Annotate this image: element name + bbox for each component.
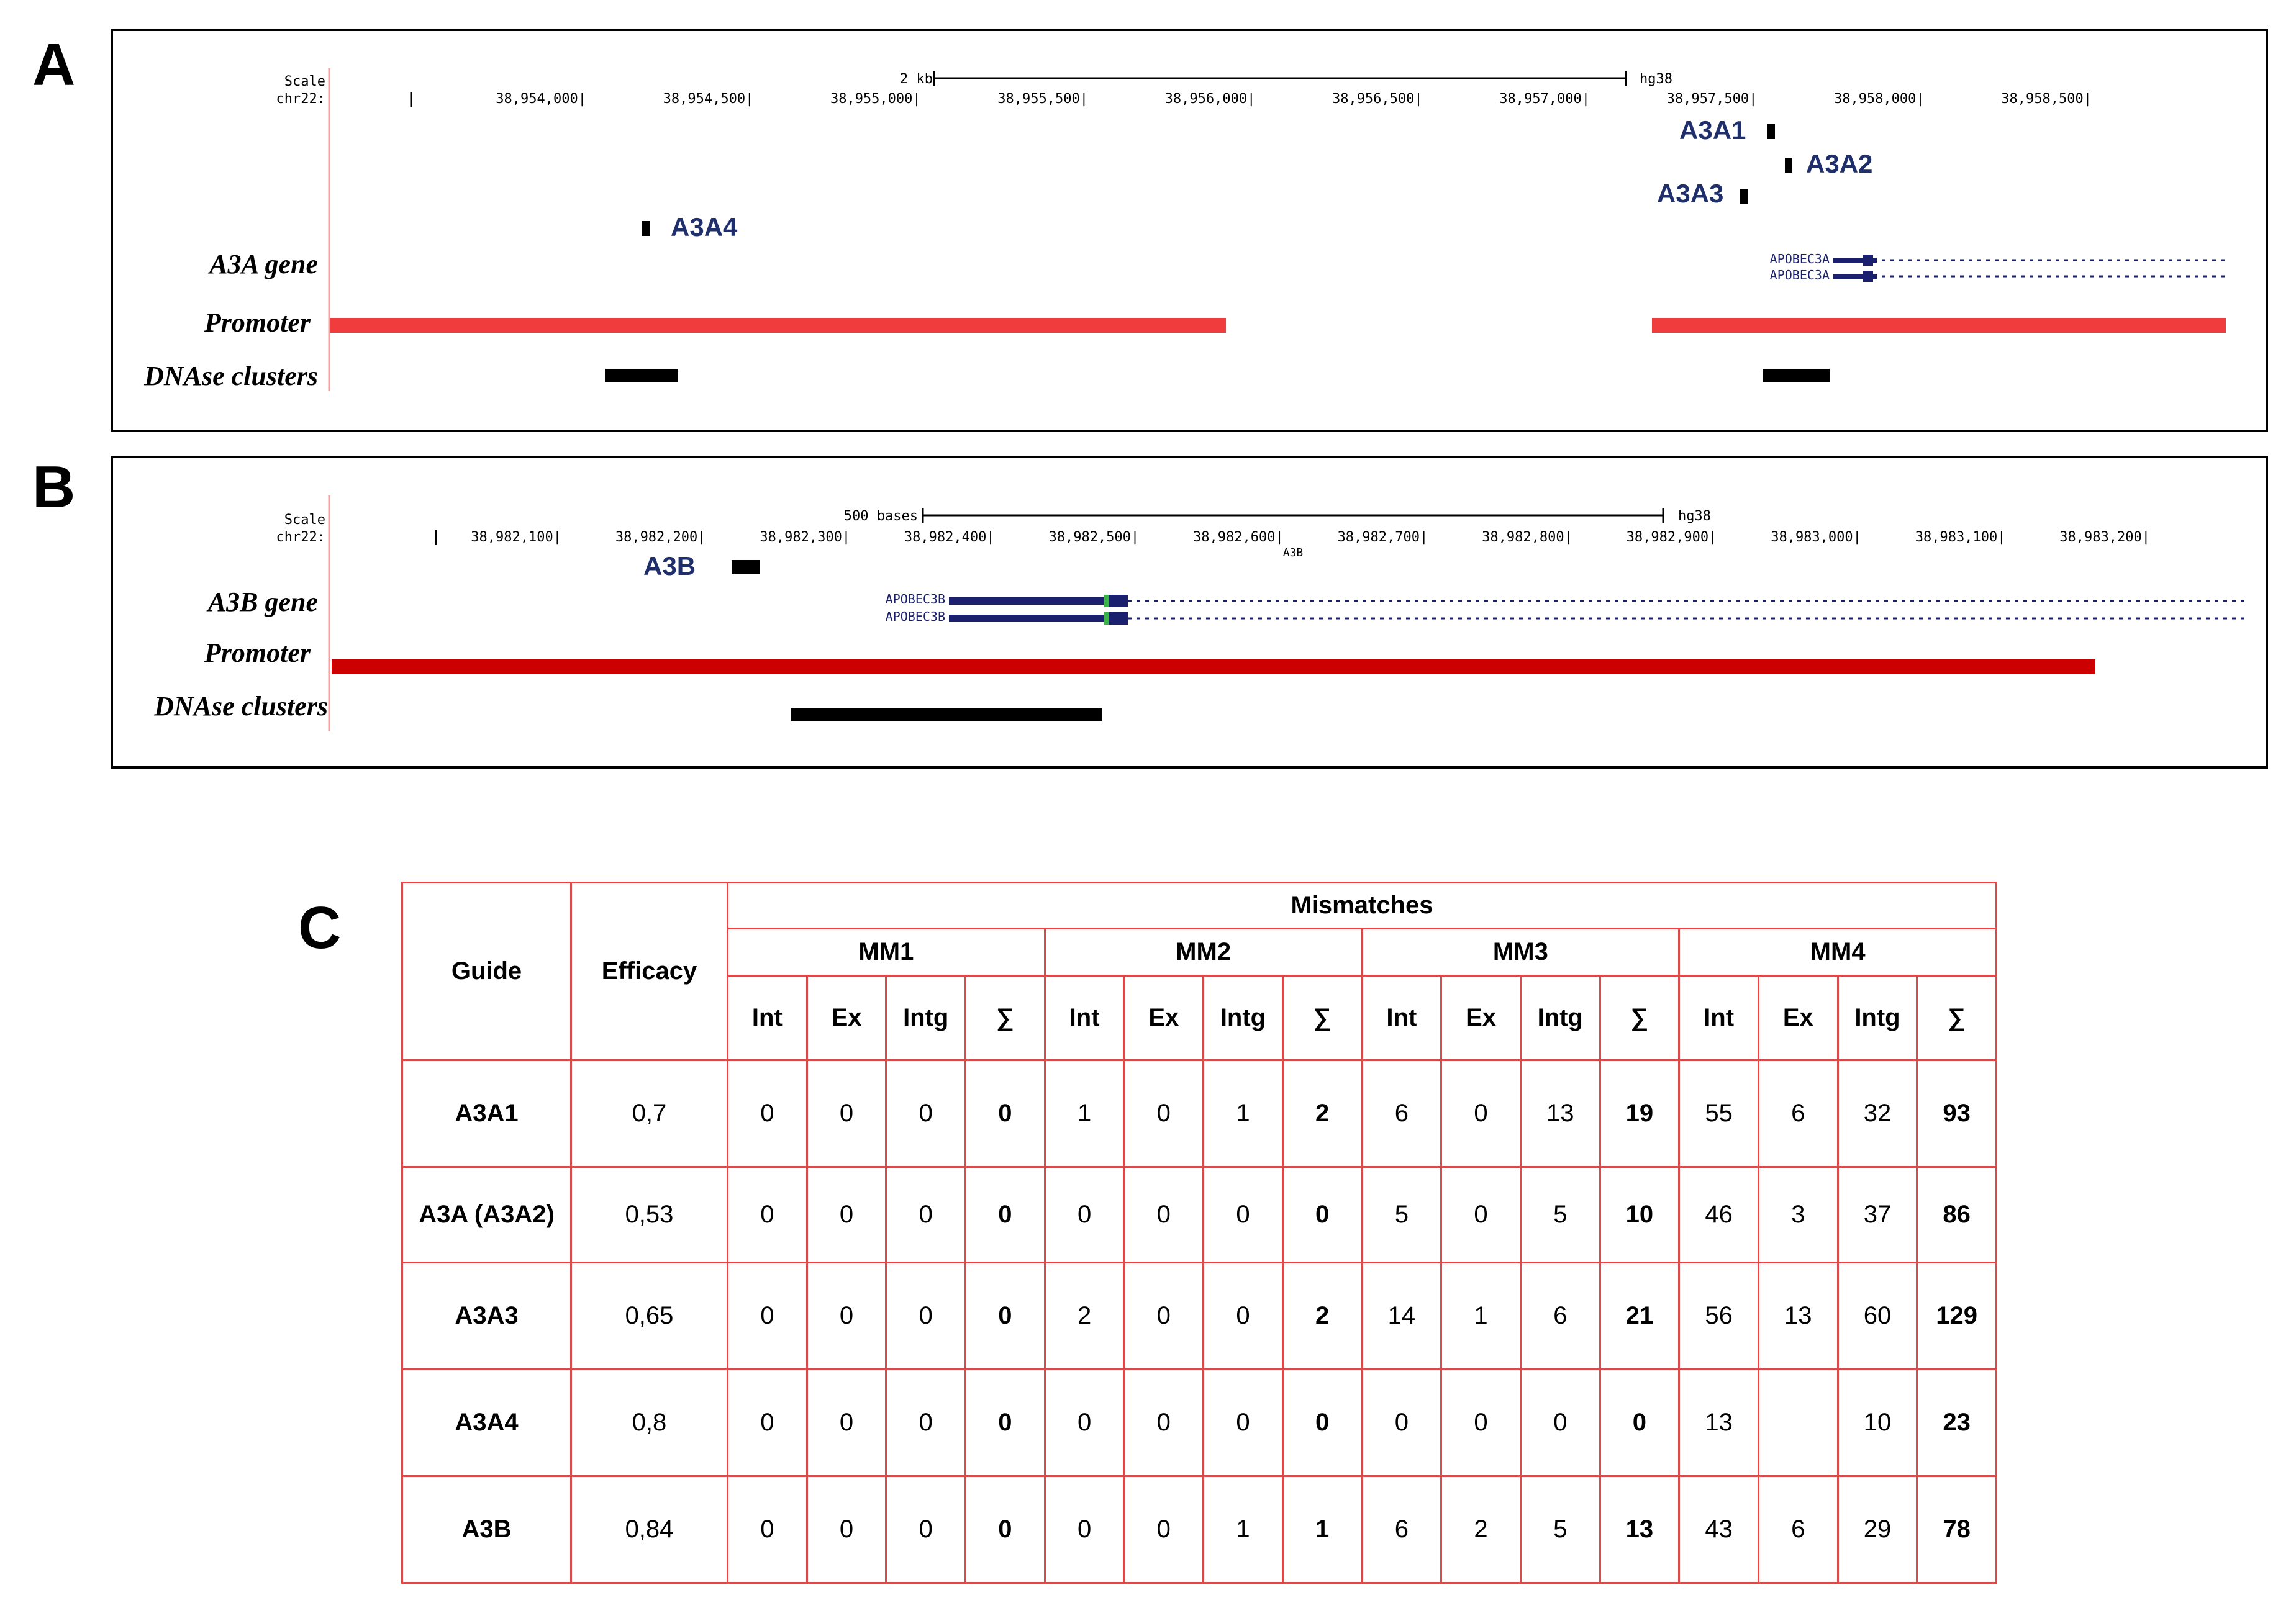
panel-b-chrom-label: chr22: xyxy=(276,530,325,545)
dnase-cluster-a-2 xyxy=(1763,369,1830,382)
cell-sum: 1 xyxy=(1282,1476,1362,1583)
promoter-bar-b xyxy=(332,659,2095,674)
cell-value: 0 xyxy=(886,1476,966,1583)
track-label-b-promoter: Promoter xyxy=(204,638,311,668)
cell-value: 0 xyxy=(807,1060,886,1167)
subheader-mm1-ex: Ex xyxy=(807,976,886,1060)
panel-b-tick-label: 38,983,200| xyxy=(2059,530,2150,545)
guide-mark-a3a3 xyxy=(1740,189,1748,204)
table-row xyxy=(402,1060,1997,1167)
transcript-label-apobec3b-1: APOBEC3B xyxy=(885,592,945,607)
cell-sum: 129 xyxy=(1917,1263,1997,1370)
cell-sum: 10 xyxy=(1600,1167,1679,1263)
cell-efficacy: 0,8 xyxy=(571,1370,728,1476)
panel-b-letter: B xyxy=(32,454,76,520)
cell-value: 0 xyxy=(728,1476,807,1583)
cell-value: 0 xyxy=(1124,1167,1204,1263)
panel-b-tick-label: 38,982,900| xyxy=(1626,530,1717,545)
subheader-mm4-sum: ∑ xyxy=(1917,976,1997,1060)
guide-mark-a3b xyxy=(732,560,760,574)
dnase-cluster-a-1 xyxy=(605,369,678,382)
cell-value: 0 xyxy=(1204,1370,1283,1476)
panel-b-assembly: hg38 xyxy=(1678,508,1711,524)
table-row xyxy=(402,1370,1997,1476)
panel-b-tick-label: 38,982,400| xyxy=(904,530,995,545)
cell-value: 0 xyxy=(886,1370,966,1476)
panel-c-letter: C xyxy=(298,895,342,961)
cell-value: 5 xyxy=(1520,1476,1600,1583)
track-label-a-dnase: DNAse clusters xyxy=(144,361,318,391)
cell-value: 0 xyxy=(1124,1060,1204,1167)
cell-value: 3 xyxy=(1758,1167,1838,1263)
cell-value: 0 xyxy=(886,1167,966,1263)
panel-a-tick-label: 38,957,500| xyxy=(1666,91,1758,107)
transcript-b-exon-marker-1 xyxy=(1104,595,1109,607)
table-row xyxy=(402,1167,1997,1263)
transcript-b-utr-2 xyxy=(949,615,1104,622)
cell-value: 0 xyxy=(1045,1167,1124,1263)
guide-label-a3a3: A3A3 xyxy=(1657,179,1724,208)
panel-a-letter: A xyxy=(32,32,76,98)
cell-value: 0 xyxy=(1045,1370,1124,1476)
guide-label-a3b: A3B xyxy=(643,551,696,581)
cell-sum: 0 xyxy=(966,1060,1045,1167)
cell-value: 0 xyxy=(1520,1370,1600,1476)
cell-value: 0 xyxy=(728,1060,807,1167)
guide-mark-a3a1 xyxy=(1767,124,1775,139)
cell-value: 37 xyxy=(1838,1167,1917,1263)
transcript-exon-2 xyxy=(1863,271,1873,282)
panel-a-tick-label: 38,954,000| xyxy=(496,91,586,107)
table-body xyxy=(402,1060,1997,1583)
track-label-a-promoter: Promoter xyxy=(204,307,311,338)
cell-value: 6 xyxy=(1758,1060,1838,1167)
subheader-mm4-int: Int xyxy=(1679,976,1759,1060)
panel-a-tick-label: 38,957,000| xyxy=(1499,91,1590,107)
cell-guide: A3A1 xyxy=(402,1060,571,1167)
cell-value: 5 xyxy=(1362,1167,1441,1263)
track-label-a3a-gene: A3A gene xyxy=(209,249,318,279)
cell-value xyxy=(1758,1370,1838,1476)
guide-label-a3a1: A3A1 xyxy=(1679,115,1746,145)
panel-a-tick-label: 38,956,000| xyxy=(1164,91,1256,107)
cell-value: 10 xyxy=(1838,1370,1917,1476)
panel-a-tick-label: 38,956,500| xyxy=(1332,91,1423,107)
mismatch-table xyxy=(401,882,1997,1584)
panel-b-tick-label: 38,982,800| xyxy=(1482,530,1572,545)
cell-value: 0 xyxy=(807,1167,886,1263)
cell-value: 1 xyxy=(1204,1060,1283,1167)
cell-value: 14 xyxy=(1362,1263,1441,1370)
subheader-mm3-sum: ∑ xyxy=(1600,976,1679,1060)
panel-b-tick-label: 38,983,100| xyxy=(1915,530,2006,545)
transcript-label-apobec3a-2: APOBEC3A xyxy=(1769,268,1830,282)
cell-value: 0 xyxy=(807,1263,886,1370)
dnase-cluster-b xyxy=(791,708,1102,721)
cell-value: 0 xyxy=(1124,1370,1204,1476)
cell-value: 0 xyxy=(1441,1167,1521,1263)
cell-sum: 0 xyxy=(966,1263,1045,1370)
cell-sum: 21 xyxy=(1600,1263,1679,1370)
cell-guide: A3B xyxy=(402,1476,571,1583)
cell-value: 13 xyxy=(1520,1060,1600,1167)
transcript-label-apobec3a-1: APOBEC3A xyxy=(1769,251,1830,266)
cell-value: 0 xyxy=(807,1476,886,1583)
cell-sum: 2 xyxy=(1282,1060,1362,1167)
subheader-mm3-int: Int xyxy=(1362,976,1441,1060)
cell-value: 0 xyxy=(728,1370,807,1476)
cell-value: 1 xyxy=(1441,1263,1521,1370)
panel-b-tick-label: 38,982,600| xyxy=(1193,530,1284,545)
panel-a-tick-label: 38,958,000| xyxy=(1833,91,1925,107)
cell-value: 0 xyxy=(728,1263,807,1370)
cell-value: 0 xyxy=(728,1167,807,1263)
cell-value: 29 xyxy=(1838,1476,1917,1583)
cell-value: 0 xyxy=(1204,1167,1283,1263)
cell-value: 0 xyxy=(1362,1370,1441,1476)
cell-value: 1 xyxy=(1045,1060,1124,1167)
cell-value: 0 xyxy=(1204,1263,1283,1370)
panel-a-scale-bar-label: 2 kb xyxy=(900,71,933,87)
panel-b-tick-label: 38,983,000| xyxy=(1771,530,1861,545)
transcript-exon-1 xyxy=(1863,255,1873,266)
cell-value: 56 xyxy=(1679,1263,1759,1370)
guide-mark-a3a4 xyxy=(642,221,650,236)
panel-a-chrom-label: chr22: xyxy=(276,91,325,107)
cell-value: 0 xyxy=(1124,1263,1204,1370)
cell-efficacy: 0,53 xyxy=(571,1167,728,1263)
subheader-mm1-int: Int xyxy=(728,976,807,1060)
transcript-b-utr-1 xyxy=(949,597,1104,605)
subheader-mm1-sum: ∑ xyxy=(966,976,1045,1060)
transcript-label-apobec3b-2: APOBEC3B xyxy=(885,609,945,624)
guide-label-a3a4: A3A4 xyxy=(671,212,738,242)
subheader-mm1-intg: Intg xyxy=(886,976,966,1060)
panel-a-assembly: hg38 xyxy=(1640,71,1672,87)
panel-a-tick-label: 38,955,500| xyxy=(997,91,1088,107)
panel-a-ticks xyxy=(496,91,2092,107)
panel-b-tick-label: 38,982,100| xyxy=(471,530,561,545)
panel-b-tick-label: 38,982,500| xyxy=(1048,530,1140,545)
cell-value: 13 xyxy=(1679,1370,1759,1476)
panel-b-scale-label: Scale xyxy=(284,512,325,528)
cell-value: 60 xyxy=(1838,1263,1917,1370)
cell-sum: 0 xyxy=(966,1476,1045,1583)
panel-b-ticks xyxy=(471,530,2150,545)
panel-b-scale-bar-label: 500 bases xyxy=(843,508,918,524)
cell-efficacy: 0,84 xyxy=(571,1476,728,1583)
cell-value: 6 xyxy=(1520,1263,1600,1370)
table-row xyxy=(402,1476,1997,1583)
cell-value: 0 xyxy=(1124,1476,1204,1583)
cell-value: 43 xyxy=(1679,1476,1759,1583)
cell-guide: A3A4 xyxy=(402,1370,571,1476)
cell-sum: 0 xyxy=(1282,1370,1362,1476)
panel-b-tick-label: 38,982,200| xyxy=(615,530,706,545)
subheader-mm3-ex: Ex xyxy=(1441,976,1521,1060)
cell-value: 13 xyxy=(1758,1263,1838,1370)
subheader-mm4-ex: Ex xyxy=(1758,976,1838,1060)
panel-b-sub-tick-label: A3B xyxy=(1282,546,1304,559)
cell-guide: A3A (A3A2) xyxy=(402,1167,571,1263)
cell-value: 6 xyxy=(1362,1060,1441,1167)
header-mm4: MM4 xyxy=(1679,929,1997,976)
cell-sum: 23 xyxy=(1917,1370,1997,1476)
header-mismatches: Mismatches xyxy=(728,883,1997,929)
header-guide: Guide xyxy=(402,883,571,1060)
header-efficacy: Efficacy xyxy=(571,883,728,1060)
table-row xyxy=(402,1263,1997,1370)
cell-value: 55 xyxy=(1679,1060,1759,1167)
guide-label-a3a2: A3A2 xyxy=(1806,149,1873,178)
cell-value: 0 xyxy=(886,1263,966,1370)
cell-sum: 0 xyxy=(1600,1370,1679,1476)
panel-b-svg xyxy=(113,458,2266,766)
cell-sum: 19 xyxy=(1600,1060,1679,1167)
cell-value: 32 xyxy=(1838,1060,1917,1167)
cell-value: 6 xyxy=(1362,1476,1441,1583)
subheader-mm2-sum: ∑ xyxy=(1282,976,1362,1060)
cell-sum: 0 xyxy=(966,1370,1045,1476)
track-label-b-dnase: DNAse clusters xyxy=(154,691,328,721)
cell-value: 2 xyxy=(1441,1476,1521,1583)
guide-mark-a3a2 xyxy=(1785,158,1792,173)
cell-sum: 0 xyxy=(966,1167,1045,1263)
cell-value: 46 xyxy=(1679,1167,1759,1263)
header-mm1: MM1 xyxy=(728,929,1045,976)
cell-value: 2 xyxy=(1045,1263,1124,1370)
panel-a-scale-label: Scale xyxy=(284,74,325,89)
cell-sum: 78 xyxy=(1917,1476,1997,1583)
promoter-bar-a-left xyxy=(330,318,1226,333)
cell-efficacy: 0,65 xyxy=(571,1263,728,1370)
cell-value: 0 xyxy=(886,1060,966,1167)
cell-value: 5 xyxy=(1520,1167,1600,1263)
cell-efficacy: 0,7 xyxy=(571,1060,728,1167)
panel-b-genome-browser xyxy=(111,456,2268,769)
cell-value: 0 xyxy=(807,1370,886,1476)
panel-a-genome-browser xyxy=(111,29,2268,432)
transcript-b-exon-1 xyxy=(1109,595,1128,607)
transcript-b-exon-2 xyxy=(1109,612,1128,625)
panel-a-tick-label: 38,958,500| xyxy=(2001,91,2092,107)
header-mm3: MM3 xyxy=(1362,929,1679,976)
subheader-mm2-int: Int xyxy=(1045,976,1124,1060)
subheader-mm2-intg: Intg xyxy=(1204,976,1283,1060)
cell-sum: 13 xyxy=(1600,1476,1679,1583)
transcript-b-exon-marker-2 xyxy=(1104,612,1109,625)
cell-value: 0 xyxy=(1441,1060,1521,1167)
header-mm2: MM2 xyxy=(1045,929,1362,976)
cell-value: 0 xyxy=(1045,1476,1124,1583)
cell-sum: 2 xyxy=(1282,1263,1362,1370)
panel-b-tick-label: 38,982,300| xyxy=(760,530,851,545)
subheader-mm4-intg: Intg xyxy=(1838,976,1917,1060)
cell-value: 1 xyxy=(1204,1476,1283,1583)
panel-b-tick-label: 38,982,700| xyxy=(1337,530,1428,545)
panel-a-tick-label: 38,955,000| xyxy=(830,91,921,107)
track-label-a3b-gene: A3B gene xyxy=(207,587,318,617)
cell-sum: 0 xyxy=(1282,1167,1362,1263)
cell-value: 6 xyxy=(1758,1476,1838,1583)
cell-sum: 93 xyxy=(1917,1060,1997,1167)
cell-sum: 86 xyxy=(1917,1167,1997,1263)
cell-guide: A3A3 xyxy=(402,1263,571,1370)
cell-value: 0 xyxy=(1441,1370,1521,1476)
subheader-mm3-intg: Intg xyxy=(1520,976,1600,1060)
subheader-mm2-ex: Ex xyxy=(1124,976,1204,1060)
panel-a-tick-label: 38,954,500| xyxy=(663,91,754,107)
panel-a-svg xyxy=(113,31,2266,430)
promoter-bar-a-right xyxy=(1652,318,2226,333)
